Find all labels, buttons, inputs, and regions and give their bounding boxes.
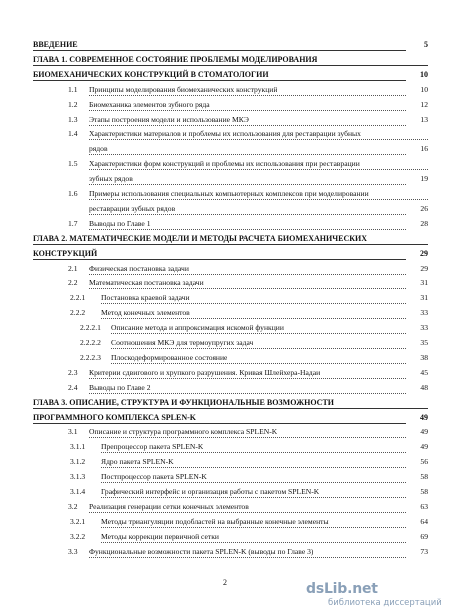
toc-entry-title: Плоскодеформированное состояние xyxy=(111,352,228,362)
toc-leader xyxy=(33,80,406,81)
toc-entry[interactable] xyxy=(0,276,450,290)
toc-entry-page: 58 xyxy=(420,487,428,496)
toc-leader xyxy=(33,244,428,245)
toc-entry-title: Методы коррекции первичной сетки xyxy=(101,531,219,541)
toc-entry-page: 69 xyxy=(420,531,428,541)
toc-entry[interactable] xyxy=(0,262,450,276)
toc-entry-page: 73 xyxy=(420,546,428,556)
toc-entry-title: Описание метода и аппроксимация искомой функции xyxy=(111,323,284,333)
toc-leader xyxy=(101,467,406,468)
toc-leader xyxy=(89,229,406,230)
toc-entry-title: ГЛАВА 2. МАТЕМАТИЧЕСКИЕ МОДЕЛИ И МЕТОДЫ РАСЧЕТА БИОМЕХАНИЧЕСКИХ xyxy=(33,233,368,243)
toc-entry-title: Характеристики форм конструкций и проблемы их использования при реставрации xyxy=(89,159,360,169)
toc-entry-page: 63 xyxy=(420,501,428,511)
toc-entry[interactable] xyxy=(0,366,450,380)
toc-entry[interactable] xyxy=(0,396,450,410)
toc-entry-title: Препроцессор пакета SPLEN-K xyxy=(101,442,204,452)
toc-entry-number: 1.4 xyxy=(68,129,78,139)
toc-entry[interactable] xyxy=(0,440,450,454)
toc-entry[interactable] xyxy=(0,187,450,201)
toc-entry-number: 3.1.2 xyxy=(70,457,86,467)
toc-entry-title: Методы триангуляции подобластей на выбранные конечные элементы xyxy=(101,516,329,526)
toc-entry-number: 2.2.2 xyxy=(70,308,86,318)
toc-entry-title: ГЛАВА 1. СОВРЕМЕННОЕ СОСТОЯНИЕ ПРОБЛЕМЫ МОДЕЛИРОВАНИЯ xyxy=(33,54,318,64)
toc-entry-title: Ядро пакета SPLEN-K xyxy=(101,457,174,467)
toc-leader xyxy=(101,542,406,543)
toc-entry-title: ГЛАВА 3. ОПИСАНИЕ, СТРУКТУРА И ФУНКЦИОНАЛЬНЫЕ ВОЗМОЖНОСТИ xyxy=(33,397,335,407)
toc-entry[interactable] xyxy=(0,217,450,231)
toc-leader xyxy=(89,184,406,185)
toc-entry[interactable] xyxy=(0,172,450,186)
toc-leader xyxy=(89,110,406,111)
toc-entry-number: 1.5 xyxy=(68,159,78,169)
toc-entry[interactable] xyxy=(0,157,450,171)
toc-entry-number: 2.2.1 xyxy=(70,293,86,303)
toc-entry-number: 2.3 xyxy=(68,367,78,377)
toc-entry-page: 19 xyxy=(420,174,428,184)
toc-entry-page: 12 xyxy=(420,99,428,109)
toc-entry-title: Постпроцессор пакета SPLEN-K xyxy=(101,472,207,482)
toc-entry-title: Математическая постановка задачи xyxy=(89,278,204,288)
toc-entry[interactable] xyxy=(0,321,450,335)
toc-entry-number: 1.1 xyxy=(68,84,78,94)
toc-leader xyxy=(89,512,406,513)
toc-leader xyxy=(101,527,406,528)
toc-entry[interactable] xyxy=(0,113,450,127)
toc-leader xyxy=(89,154,406,155)
toc-leader xyxy=(89,95,406,96)
toc-entry-title: реставрации зубных рядов xyxy=(89,203,176,213)
toc-entry-page: 16 xyxy=(420,144,428,154)
toc-entry-title: Постановка краевой задачи xyxy=(101,293,190,303)
toc-entry-page: 5 xyxy=(424,40,428,49)
toc-entry[interactable] xyxy=(0,83,450,97)
toc-entry-page: 31 xyxy=(420,293,428,303)
toc-entry[interactable] xyxy=(0,202,450,216)
toc-entry-title: КОНСТРУКЦИЙ xyxy=(33,248,98,258)
toc-leader xyxy=(101,303,406,304)
toc-entry-number: 3.2 xyxy=(68,501,78,511)
toc-entry-title: Биомеханика элементов зубного ряда xyxy=(89,99,210,109)
toc-entry-number: 3.1.4 xyxy=(70,487,86,496)
toc-entry-title: Принципы моделирования биомеханических конструкций xyxy=(89,84,278,94)
toc-entry-title: рядов xyxy=(89,144,108,154)
toc-entry-page: 49 xyxy=(420,412,428,422)
toc-entry-title: Реализация генерации сетки конечных элементов xyxy=(89,501,249,511)
toc-entry-title: Функциональные возможности пакета SPLEN-K (выводы по Главе 3) xyxy=(89,546,314,556)
toc-entry-number: 3.2.2 xyxy=(70,531,86,541)
toc-entry[interactable] xyxy=(0,425,450,439)
toc-entry-number: 1.6 xyxy=(68,189,78,198)
toc-entry-page: 10 xyxy=(420,84,428,94)
toc-entry[interactable] xyxy=(0,68,450,82)
toc-entry-page: 13 xyxy=(420,114,428,124)
toc-entry[interactable] xyxy=(0,455,450,469)
watermark-subtitle: библиотека диссертаций xyxy=(328,598,442,608)
toc-entry-page: 10 xyxy=(420,69,428,79)
toc-entry-title: Метод конечных элементов xyxy=(101,308,190,318)
toc-entry-page: 31 xyxy=(420,278,428,288)
toc-entry[interactable] xyxy=(0,500,450,514)
toc-entry-page: 29 xyxy=(420,248,428,258)
toc-leader xyxy=(101,497,406,498)
toc-entry[interactable] xyxy=(0,411,450,425)
toc-entry[interactable] xyxy=(0,351,450,365)
toc-entry-number: 3.1.1 xyxy=(70,442,86,452)
toc-entry-page: 49 xyxy=(420,427,428,437)
toc-entry-title: Этапы построения модели и использование МКЭ xyxy=(89,114,249,124)
toc-leader xyxy=(89,288,406,289)
toc-leader xyxy=(89,125,406,126)
toc-entry-title: Примеры использования специальных компьютерных комплексов при моделировании xyxy=(89,189,369,198)
toc-entry[interactable] xyxy=(0,291,450,305)
toc-entry[interactable] xyxy=(0,127,450,141)
watermark xyxy=(306,581,446,611)
toc-leader xyxy=(89,199,428,200)
toc-entry-page: 38 xyxy=(420,352,428,362)
toc-entry[interactable] xyxy=(0,470,450,484)
toc-leader xyxy=(111,348,406,349)
toc-entry-number: 2.1 xyxy=(68,263,78,273)
toc-entry-title: Характеристики материалов и проблемы их использования для реставрации зубных xyxy=(89,129,361,139)
toc-entry-page: 28 xyxy=(420,218,428,228)
toc-leader xyxy=(111,363,406,364)
toc-leader xyxy=(89,393,406,394)
toc-entry[interactable] xyxy=(0,381,450,395)
toc-entry-number: 3.1.3 xyxy=(70,472,86,482)
toc-leader xyxy=(101,318,406,319)
toc-leader xyxy=(89,378,406,379)
toc-leader xyxy=(101,452,406,453)
toc-entry-title: Выводы по Главе 2 xyxy=(89,382,151,392)
toc-leader xyxy=(101,482,406,483)
toc-leader xyxy=(33,423,406,424)
toc-entry[interactable] xyxy=(0,545,450,559)
toc-entry-page: 64 xyxy=(420,516,428,526)
toc-leader xyxy=(33,259,406,260)
toc-entry-title: ВВЕДЕНИЕ xyxy=(33,40,78,49)
toc-entry[interactable] xyxy=(0,336,450,350)
toc-entry-number: 2.2.2.1 xyxy=(80,323,101,333)
toc-leader xyxy=(33,65,428,66)
toc-entry[interactable] xyxy=(0,485,450,499)
toc-entry-page: 26 xyxy=(420,203,428,213)
toc-entry[interactable] xyxy=(0,232,450,246)
toc-entry[interactable] xyxy=(0,530,450,544)
toc-entry-title: зубных рядов xyxy=(89,174,133,184)
toc-entry-page: 48 xyxy=(420,382,428,392)
toc-entry-number: 1.7 xyxy=(68,218,78,228)
toc-entry-page: 49 xyxy=(420,442,428,452)
toc-entry-number: 1.3 xyxy=(68,114,78,124)
toc-leader xyxy=(89,139,428,140)
toc-leader xyxy=(89,437,406,438)
toc-entry-title: ПРОГРАММНОГО КОМПЛЕКСА SPLEN-K xyxy=(33,412,196,422)
toc-entry-page: 29 xyxy=(420,263,428,273)
toc-entry-number: 2.2 xyxy=(68,278,78,288)
toc-entry-title: Выводы по Главе 1 xyxy=(89,218,151,228)
toc-entry-page: 35 xyxy=(420,338,428,347)
watermark-logo: dsLib.net xyxy=(306,581,378,597)
toc-entry-number: 2.2.2.3 xyxy=(80,352,101,362)
toc-entry-number: 2.2.2.2 xyxy=(80,338,101,347)
toc-leader xyxy=(89,169,428,170)
toc-entry-number: 3.1 xyxy=(68,427,78,437)
toc-entry-page: 45 xyxy=(420,367,428,377)
toc-entry[interactable] xyxy=(0,38,450,52)
toc-leader xyxy=(89,214,406,215)
toc-entry-title: БИОМЕХАНИЧЕСКИХ КОНСТРУКЦИЙ В СТОМАТОЛОГИИ xyxy=(33,69,269,79)
toc-entry-page: 56 xyxy=(420,457,428,467)
toc-entry-page: 33 xyxy=(420,308,428,318)
toc-entry-title: Физическая постановка задачи xyxy=(89,263,189,273)
toc-entry-title: Графический интерфейс и организация работы с пакетом SPLEN-K xyxy=(101,487,320,496)
toc-entry[interactable] xyxy=(0,98,450,112)
toc-entry-number: 2.4 xyxy=(68,382,78,392)
toc-entry-number: 3.2.1 xyxy=(70,516,86,526)
toc-entry-page: 58 xyxy=(420,472,428,482)
toc-entry-title: Соотношения МКЭ для термоупругих задач xyxy=(111,338,254,347)
toc-entry-number: 3.3 xyxy=(68,546,78,556)
toc-entry-page: 33 xyxy=(420,323,428,333)
toc-leader xyxy=(33,50,406,51)
toc-entry-title: Критерии сдвигового и хрупкого разрушения. Кривая Шлейхера-Надаи xyxy=(89,367,321,377)
toc-entry[interactable] xyxy=(0,247,450,261)
toc-entry[interactable] xyxy=(0,306,450,320)
toc-leader xyxy=(89,274,406,275)
toc-entry-number: 1.2 xyxy=(68,99,78,109)
toc-leader xyxy=(111,333,406,334)
toc-entry-title: Описание и структура программного комплекса SPLEN-K xyxy=(89,427,278,437)
toc-leader xyxy=(33,408,428,409)
toc-leader xyxy=(89,557,406,558)
toc-entry[interactable] xyxy=(0,515,450,529)
page-number: 2 xyxy=(223,578,227,587)
toc-entry[interactable] xyxy=(0,53,450,67)
toc-entry[interactable] xyxy=(0,142,450,156)
